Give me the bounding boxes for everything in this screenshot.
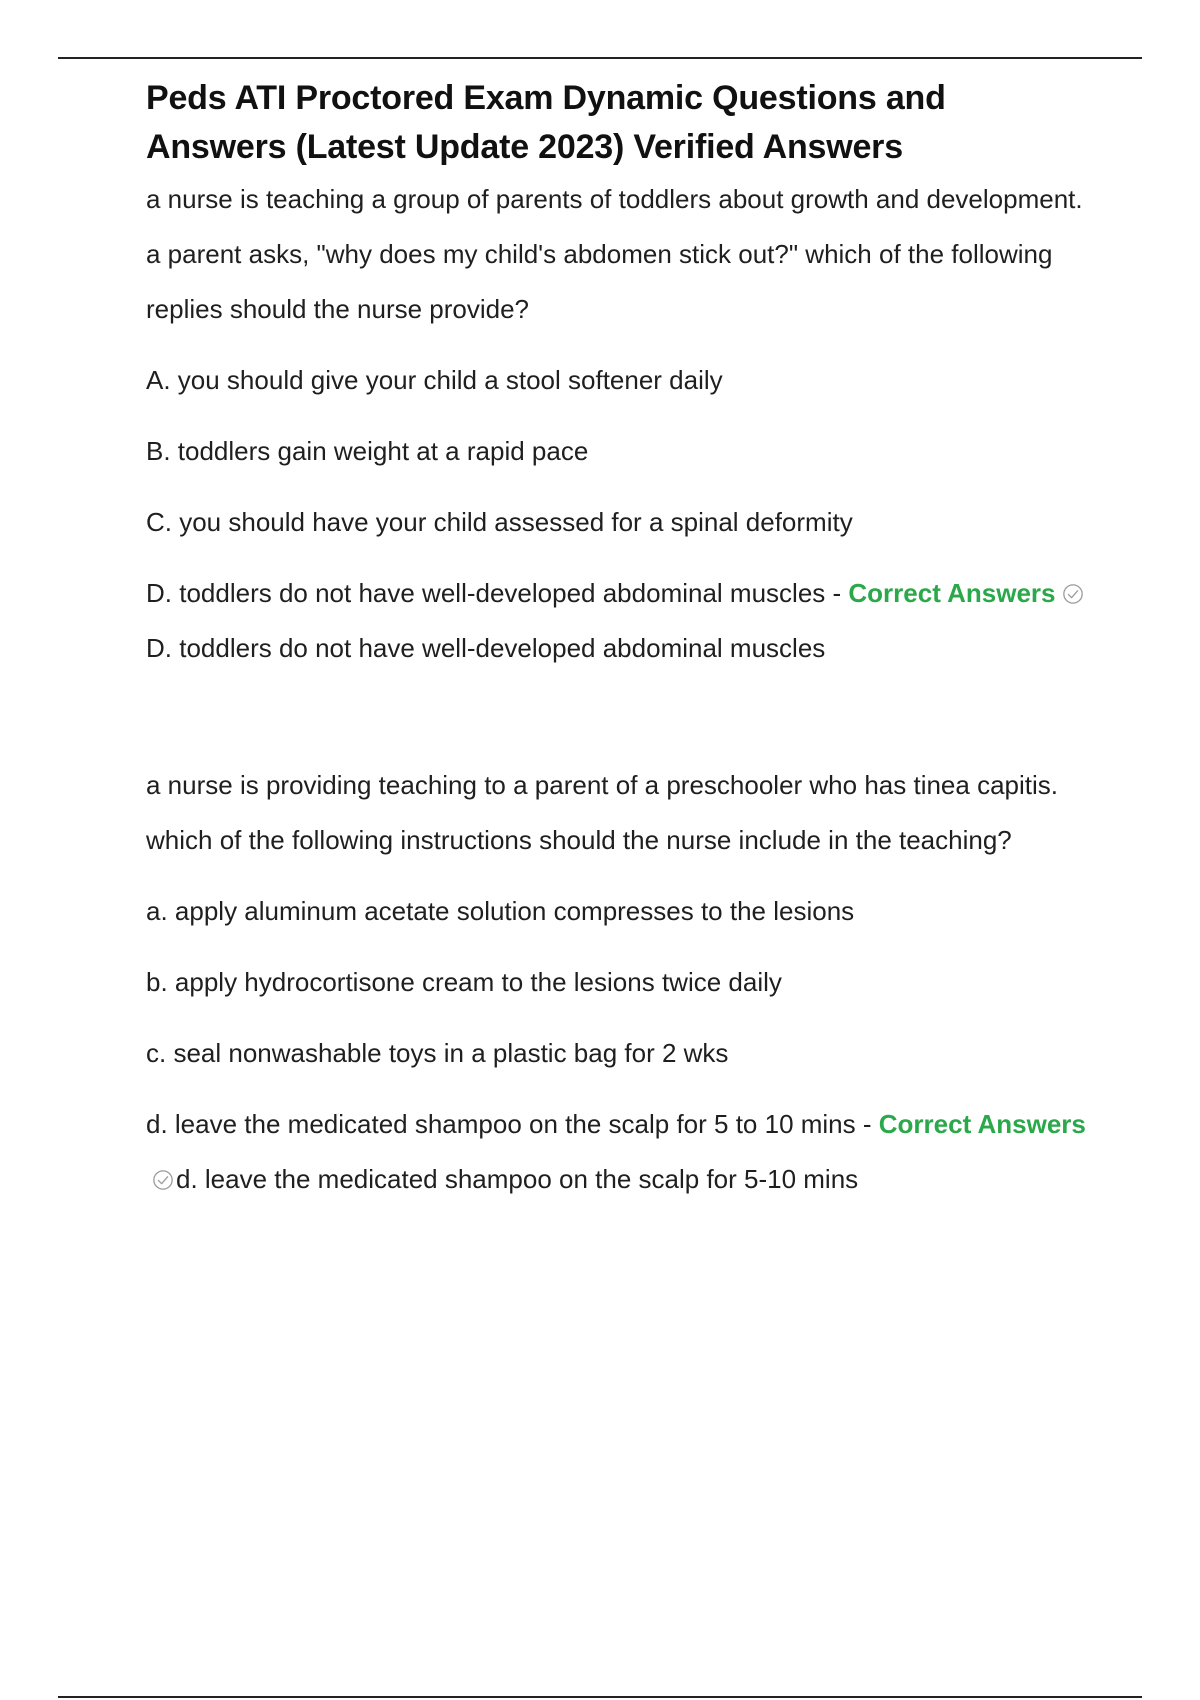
option-b: b. apply hydrocortisone cream to the lesions twice daily <box>146 967 782 997</box>
document-body <box>146 74 1086 1207</box>
option-b: B. toddlers gain weight at a rapid pace <box>146 436 589 466</box>
answer-line <box>146 566 1086 676</box>
correct-answers-label: Correct Answers <box>878 1109 1086 1139</box>
option-a: a. apply aluminum acetate solution compresses to the lesions <box>146 896 855 926</box>
top-rule <box>58 57 1142 59</box>
check-circle-icon <box>1062 583 1084 605</box>
option-a: A. you should give your child a stool softener daily <box>146 365 723 395</box>
option-d: d. leave the medicated shampoo on the scalp for 5 to 10 mins - <box>146 1109 879 1139</box>
bottom-rule <box>58 1696 1142 1698</box>
question-stem: a nurse is teaching a group of parents of toddlers about growth and development. a parent asks, "why does my child's abdomen stick out?" which of the following replies should the nurse provide? <box>146 184 1083 324</box>
check-circle-icon <box>152 1169 174 1191</box>
option-d: D. toddlers do not have well-developed abdominal muscles - <box>146 578 849 608</box>
question-stem: a nurse is providing teaching to a parent of a preschooler who has tinea capitis. which of the following instructions should the nurse include in the teaching? <box>146 770 1058 855</box>
page-title: Peds ATI Proctored Exam Dynamic Questions and Answers (Latest Update 2023) Verified Answers <box>146 79 946 166</box>
question-block-1 <box>146 172 1086 676</box>
option-c: c. seal nonwashable toys in a plastic bag for 2 wks <box>146 1038 729 1068</box>
question-block-2 <box>146 758 1086 1207</box>
answer-text: D. toddlers do not have well-developed abdominal muscles <box>146 633 826 663</box>
option-c: C. you should have your child assessed for a spinal deformity <box>146 507 853 537</box>
answer-text: d. leave the medicated shampoo on the scalp for 5-10 mins <box>176 1164 859 1194</box>
correct-answers-label: Correct Answers <box>848 578 1056 608</box>
answer-line <box>146 1097 1086 1207</box>
